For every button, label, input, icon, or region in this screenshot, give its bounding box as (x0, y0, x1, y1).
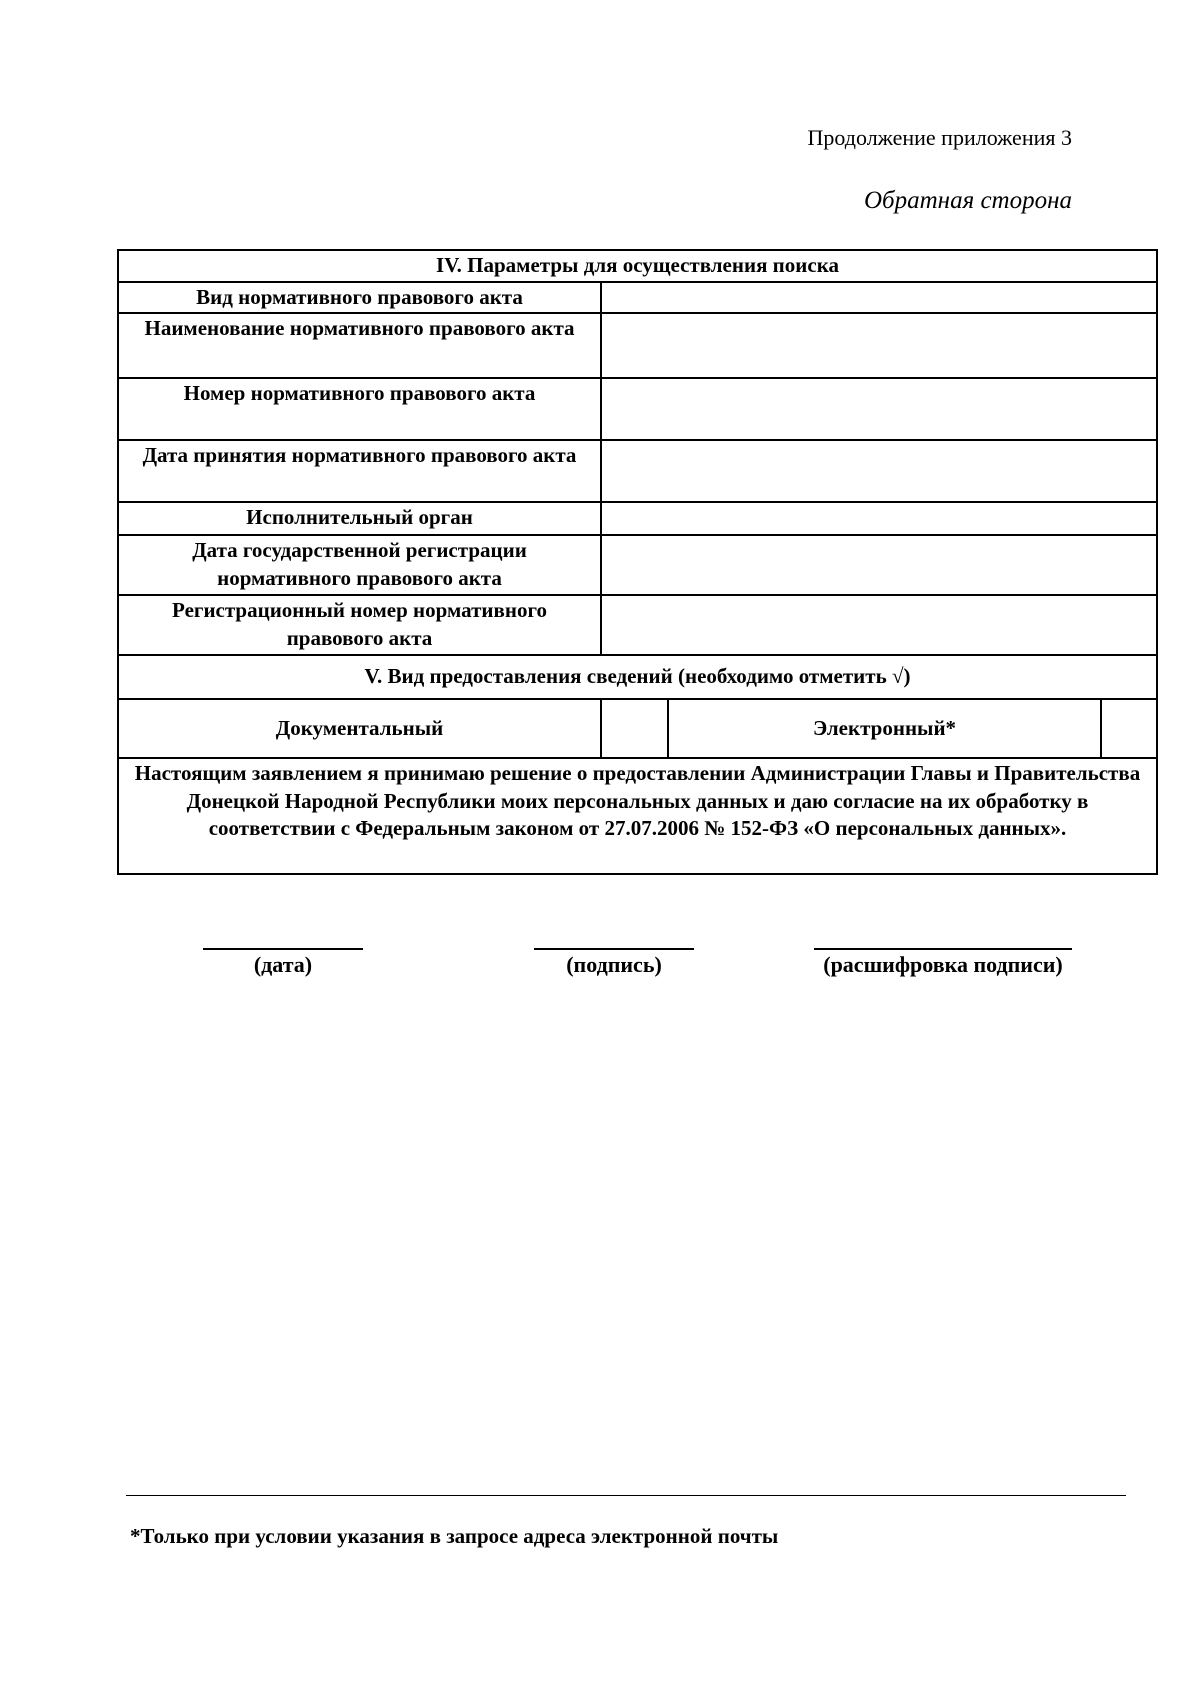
reverse-side-label: Обратная сторона (863, 187, 1072, 214)
signature-caption: (подпись) (566, 952, 662, 977)
row-label-act-number: Номер нормативного правового акта (118, 378, 601, 440)
signature-decoding-field[interactable] (808, 948, 1078, 978)
date-signature-field[interactable] (203, 948, 363, 978)
signature-decoding-line (814, 948, 1072, 950)
row-label-registration-number: Регистрационный номер нормативного правового акта (118, 595, 601, 655)
option-electronic-checkbox[interactable] (1101, 699, 1157, 758)
signature-field[interactable] (534, 948, 694, 978)
row-label-registration-date: Дата государственной регистрации нормативного правового акта (118, 535, 601, 594)
option-documentary-label: Документальный (118, 699, 601, 758)
field-act-name[interactable] (601, 313, 1157, 378)
row-label-act-name: Наименование нормативного правового акта (118, 313, 601, 378)
section-4-title: IV. Параметры для осуществления поиска (118, 250, 1157, 282)
continuation-header: Продолжение приложения 3 (807, 125, 1072, 150)
signature-line (534, 948, 694, 950)
field-act-date[interactable] (601, 440, 1157, 502)
request-form-table (117, 249, 1158, 875)
option-documentary-checkbox[interactable] (601, 699, 668, 758)
date-caption: (дата) (253, 952, 313, 977)
consent-text: Настоящим заявлением я принимаю решение о предоставлении Администрации Главы и Правительства Донецкой Народной Республики моих персональных данных и даю согласие на их обработку в соответствии с Федеральным законом от 27.07.2006 № 152-ФЗ «О персональных данных». (118, 758, 1157, 874)
footnote-divider (126, 1495, 1126, 1496)
option-electronic-label: Электронный* (668, 699, 1101, 758)
field-act-type[interactable] (601, 282, 1157, 314)
section-5-title: V. Вид предоставления сведений (необходимо отметить √) (118, 655, 1157, 699)
date-line (203, 948, 363, 950)
signature-decoding-caption: (расшифровка подписи) (823, 952, 1063, 977)
field-registration-number[interactable] (601, 595, 1157, 655)
row-label-act-type: Вид нормативного правового акта (118, 282, 601, 314)
row-label-executive-body: Исполнительный орган (118, 502, 601, 535)
row-label-act-date: Дата принятия нормативного правового акта (118, 440, 601, 502)
footnote-text: *Только при условии указания в запросе адреса электронной почты (130, 1524, 779, 1548)
field-act-number[interactable] (601, 378, 1157, 440)
field-executive-body[interactable] (601, 502, 1157, 535)
field-registration-date[interactable] (601, 535, 1157, 594)
